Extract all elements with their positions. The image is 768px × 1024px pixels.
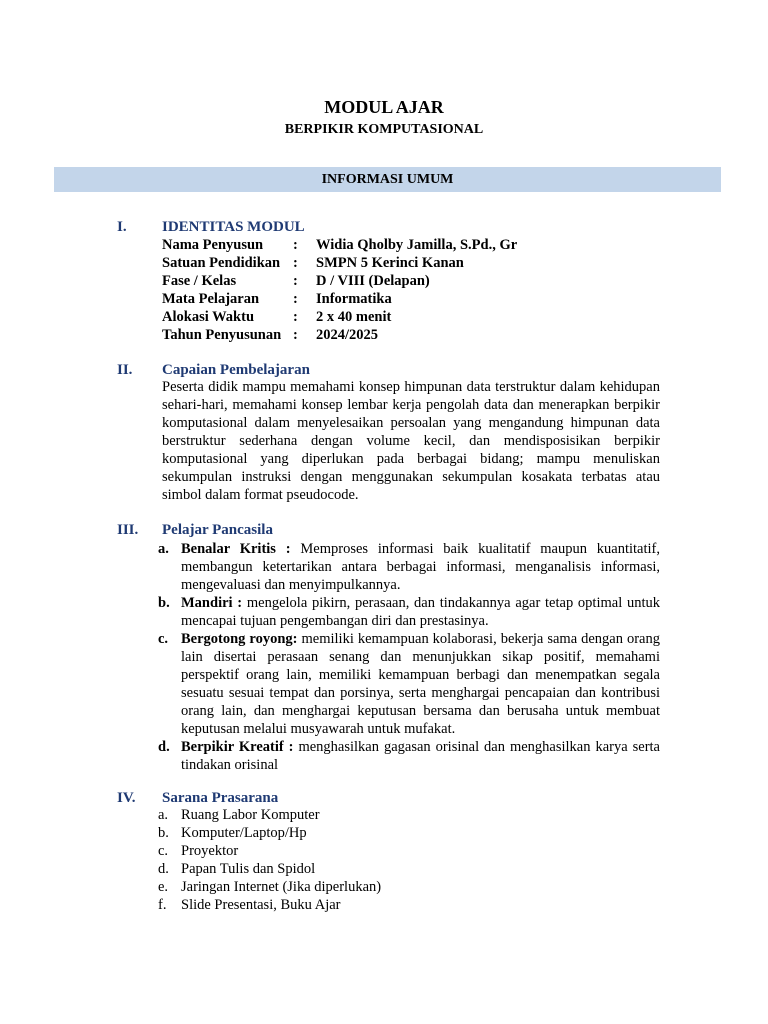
list-text: Slide Presentasi, Buku Ajar (181, 897, 341, 913)
list-marker: a. (158, 807, 169, 823)
pancasila-list (158, 540, 660, 774)
sarana-list (158, 806, 660, 914)
list-term: Bergotong royong: (181, 631, 298, 647)
identity-value: 2 x 40 menit (316, 309, 392, 325)
capaian-paragraph: Peserta didik mampu memahami konsep himpunan data terstruktur dalam kehidupan sehari-hari, memahami konsep lembar kerja pengolah data dan menerapkan berpikir komputasional dalam menyelesaikan persoalan yang mengandung himpunan data berstruktur sederhana dengan volume kecil, dan mendisposisikan berpikir komputasional yang diperlukan pada berbagai bidang; mampu menuliskan sekumpulan instruksi dengan menggunakan sekumpulan kosakata terbatas atau simbol dalam format pseudocode. (162, 379, 660, 503)
list-item (158, 630, 660, 738)
list-text: memiliki kemampuan kolaborasi, bekerja sama dengan orang lain disertai perasaan senang dan menunjukkan sikap positif, memahami perspektif orang lain, memiliki kemampuan berbagi dan menempatkan segala sesuatu sesuai tempat dan porsinya, serta menghargai pencapaian dan kontribusi orang lain, dan menghargai keputusan bersama dan berusaha untuk membuat keputusan melalui musyawarah untuk mufakat. (181, 631, 660, 737)
list-marker: c. (158, 843, 169, 859)
list-text: Papan Tulis dan Spidol (181, 861, 316, 877)
identity-colon: : (293, 291, 298, 307)
list-marker: f. (158, 897, 167, 913)
list-term: Mandiri : (181, 595, 243, 611)
list-marker: e. (158, 879, 169, 895)
list-text: Ruang Labor Komputer (181, 807, 320, 823)
identity-row (162, 254, 517, 272)
list-marker: a. (158, 541, 169, 557)
identity-row (162, 326, 517, 344)
document-subtitle: BERPIKIR KOMPUTASIONAL (284, 122, 484, 137)
list-text: Jaringan Internet (Jika diperlukan) (181, 879, 382, 895)
list-item (158, 824, 660, 842)
list-marker: d. (158, 739, 170, 755)
list-term: Benalar Kritis : (181, 541, 291, 557)
identity-key: Alokasi Waktu (162, 309, 255, 325)
identity-colon: : (293, 327, 298, 343)
list-text: Memproses informasi baik kualitatif maupun kuantitatif, membangun ketertarikan antara berbagai informasi, menganalisis informasi, mengevaluasi dan menyimpulkannya. (181, 541, 660, 593)
list-text: Komputer/Laptop/Hp (181, 825, 307, 841)
identity-colon: : (293, 237, 298, 253)
list-item (158, 806, 660, 824)
info-banner: INFORMASI UMUM (54, 167, 721, 192)
identity-row (162, 290, 517, 308)
identity-key: Mata Pelajaran (162, 291, 260, 307)
list-text: menghasilkan gagasan orisinal dan menghasilkan karya serta tindakan orisinal (181, 739, 660, 773)
section-1-heading: IDENTITAS MODUL (162, 219, 305, 235)
list-item (158, 594, 660, 630)
identity-value: SMPN 5 Kerinci Kanan (316, 255, 464, 271)
identity-row (162, 272, 517, 290)
list-item (158, 842, 660, 860)
section-2-heading: Capaian Pembelajaran (162, 362, 310, 378)
section-3-heading: Pelajar Pancasila (162, 522, 273, 538)
list-item (158, 738, 660, 774)
section-1-number: I. (117, 219, 127, 235)
identity-key: Fase / Kelas (162, 273, 237, 289)
list-item (158, 878, 660, 896)
identity-row (162, 236, 517, 254)
section-4-number: IV. (117, 790, 136, 806)
list-term: Berpikir Kreatif : (181, 739, 294, 755)
list-marker: b. (158, 825, 169, 841)
identity-key: Nama Penyusun (162, 237, 264, 253)
list-marker: b. (158, 595, 170, 611)
identity-colon: : (293, 255, 298, 271)
section-3-number: III. (117, 522, 139, 538)
list-item (158, 540, 660, 594)
list-text: Proyektor (181, 843, 239, 859)
list-item (158, 860, 660, 878)
identity-key: Tahun Penyusunan (162, 327, 282, 343)
identity-value: Widia Qholby Jamilla, S.Pd., Gr (316, 237, 518, 253)
identity-key: Satuan Pendidikan (162, 255, 281, 271)
list-item (158, 896, 660, 914)
identity-colon: : (293, 309, 298, 325)
identity-value: Informatika (316, 291, 392, 307)
identity-table (162, 236, 517, 344)
list-marker: c. (158, 631, 169, 647)
list-marker: d. (158, 861, 169, 877)
identity-value: 2024/2025 (316, 327, 379, 343)
section-4-heading: Sarana Prasarana (162, 790, 279, 806)
document-title: MODUL AJAR (324, 97, 444, 117)
list-text: mengelola pikirn, perasaan, dan tindakannya agar tetap optimal untuk mencapai tujuan pengembangan diri dan prestasinya. (181, 595, 660, 629)
section-2-number: II. (117, 362, 133, 378)
identity-row (162, 308, 517, 326)
identity-value: D / VIII (Delapan) (316, 273, 430, 289)
identity-colon: : (293, 273, 298, 289)
